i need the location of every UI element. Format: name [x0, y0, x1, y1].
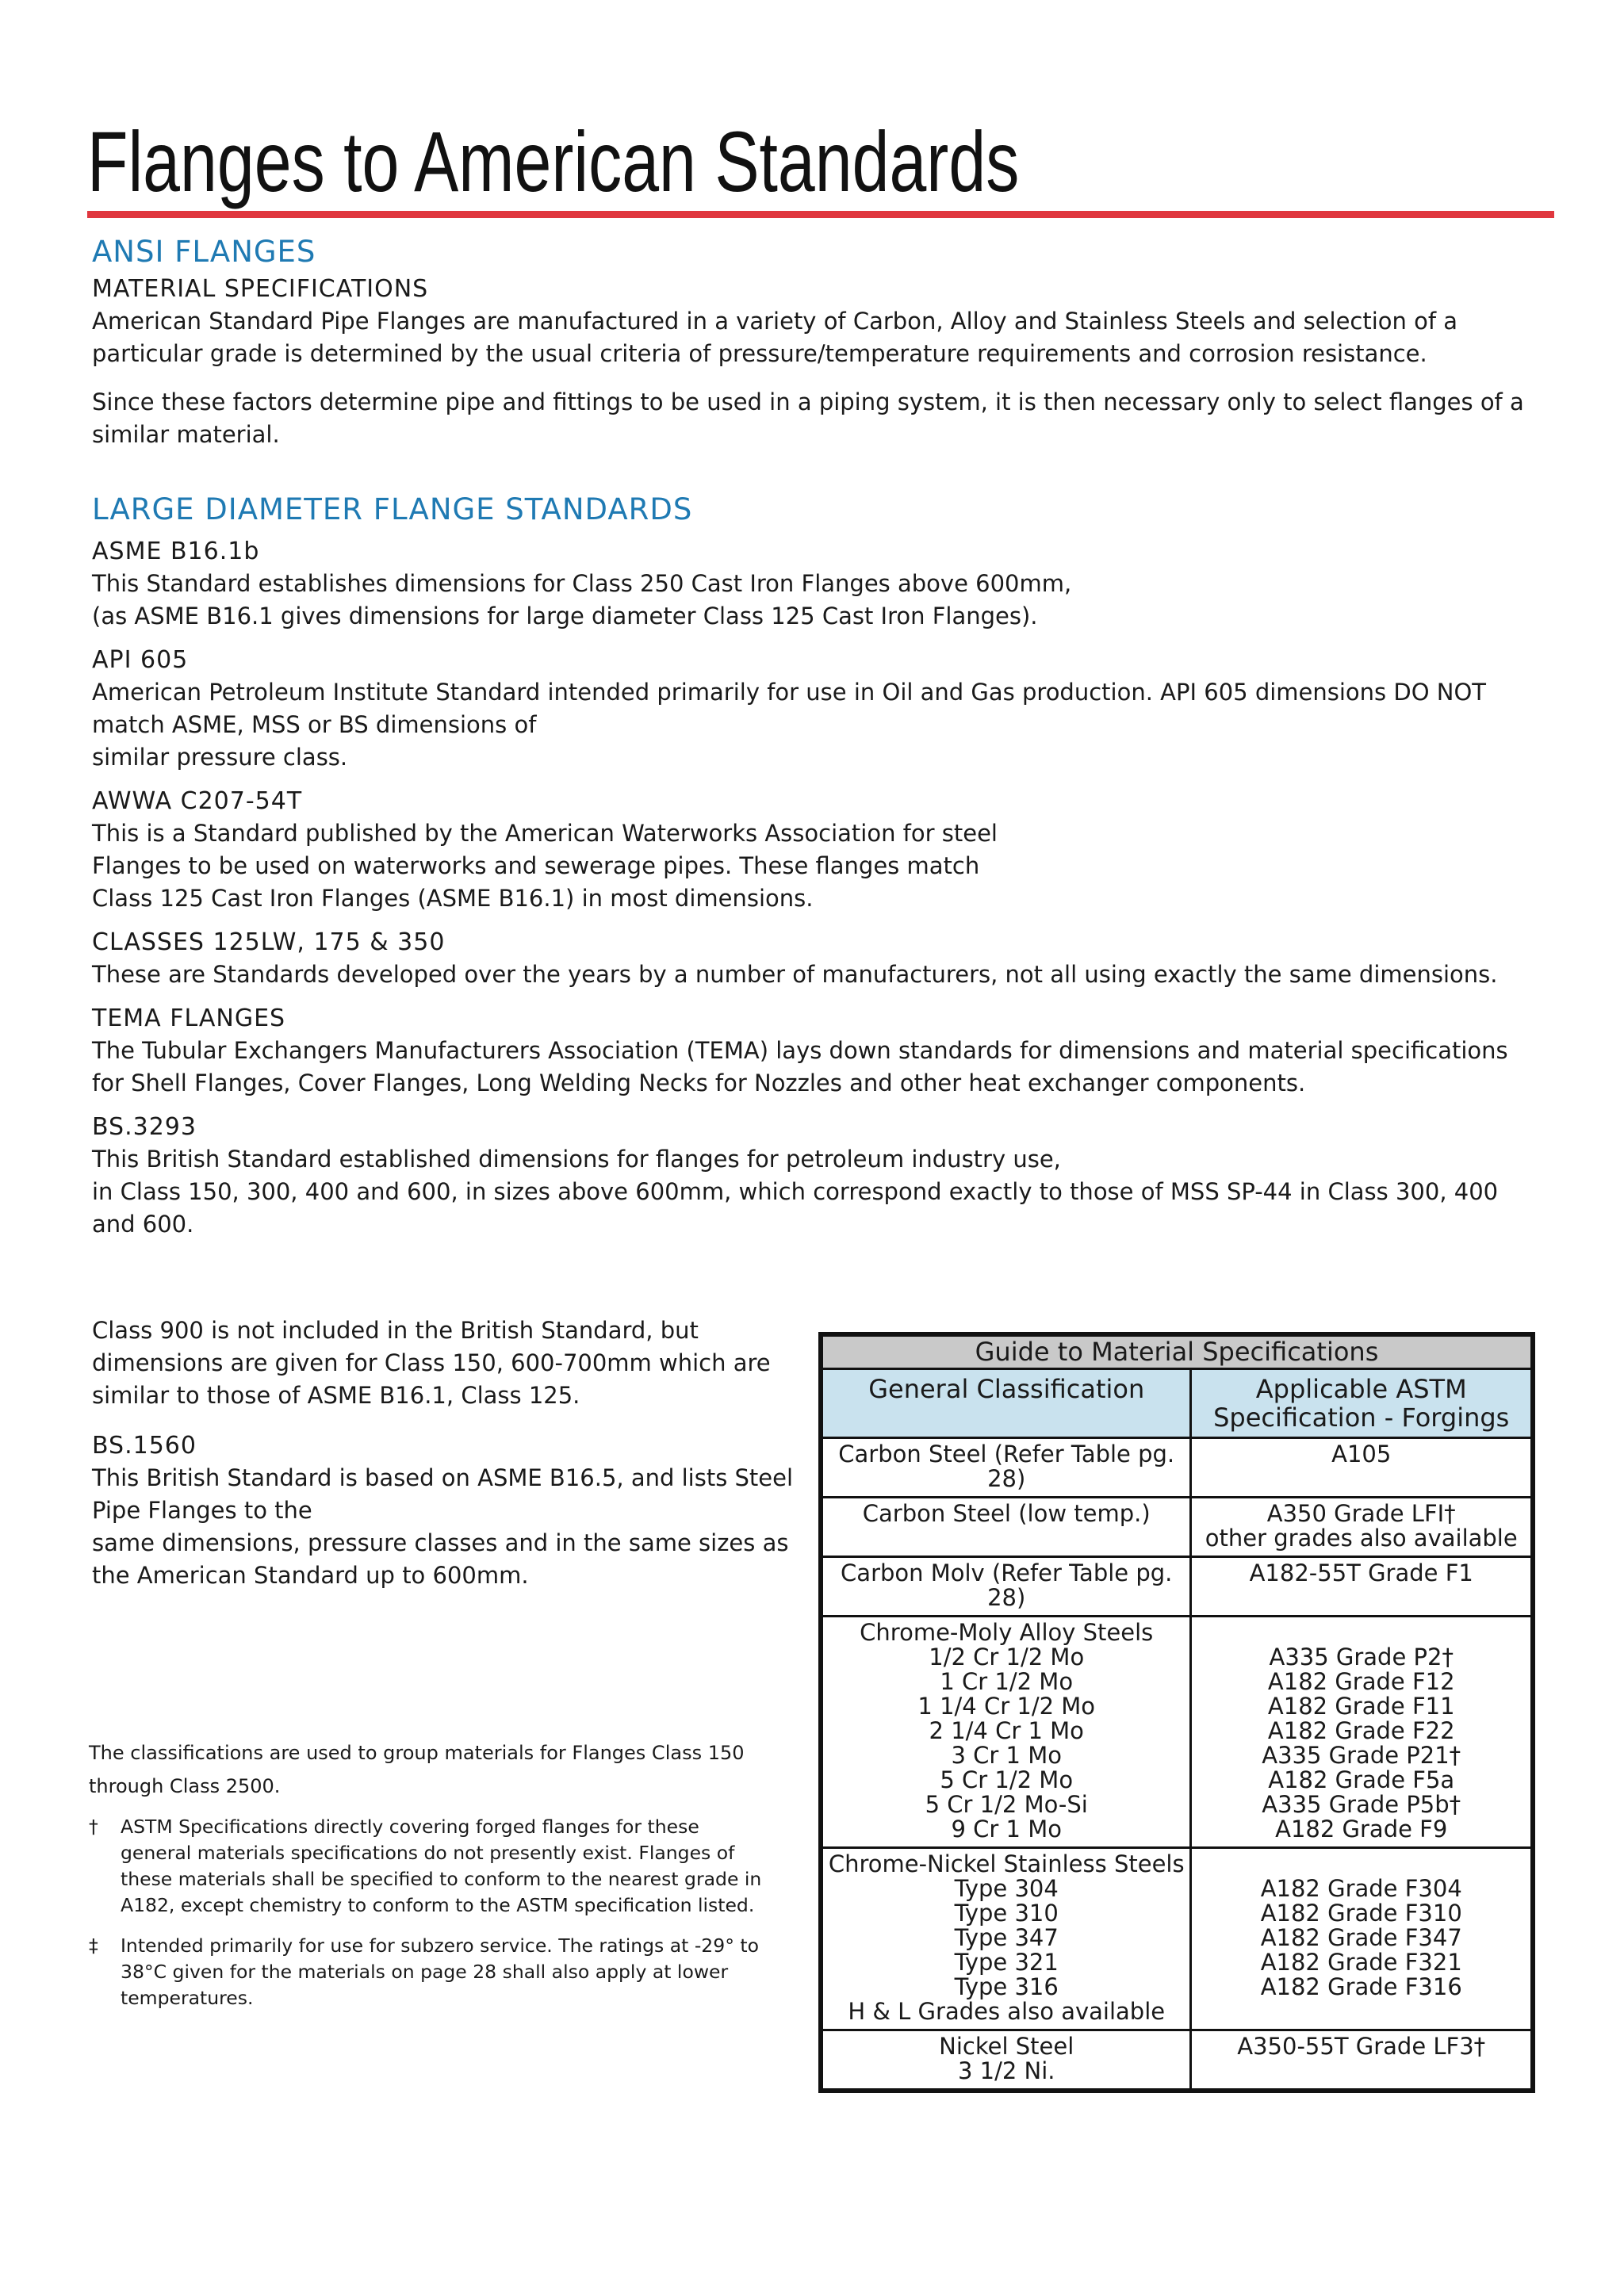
- cell-line: 9 Cr 1 Mo: [951, 1816, 1062, 1843]
- footnote-double-dagger: [89, 1933, 771, 2011]
- bs1560-line-2: same dimensions, pressure classes and in the same sizes as the American Standard up to 600mm.: [92, 1529, 789, 1589]
- column-header-astm-line-2: Specification - Forgings: [1213, 1402, 1510, 1433]
- classification-cell: [821, 1557, 1191, 1617]
- cell-line: A182 Grade F321: [1260, 1949, 1462, 1976]
- astm-spec-cell: [1191, 1617, 1533, 1848]
- asme-line-2: (as ASME B16.1 gives dimensions for large diameter Class 125 Cast Iron Flanges).: [92, 603, 1038, 629]
- cell-line: Type 304: [954, 1875, 1059, 1902]
- main-content: [92, 232, 1543, 1241]
- cell-line: other grades also available: [1205, 1525, 1518, 1552]
- cell-line: Carbon Molv (Refer Table pg. 28): [841, 1559, 1173, 1611]
- column-header-astm-line-1: Applicable ASTM: [1255, 1374, 1467, 1404]
- cell-line: 5 Cr 1/2 Mo: [940, 1766, 1074, 1793]
- table-body: [821, 1438, 1533, 2091]
- classes-line-1: These are Standards developed over the years by a number of manufacturers, not all using exactly the same dimensions.: [92, 961, 1498, 988]
- cell-line: A182 Grade F310: [1260, 1900, 1462, 1927]
- astm-spec-cell: [1191, 1557, 1533, 1617]
- cell-line: A182 Grade F304: [1260, 1875, 1462, 1902]
- title-underline: [87, 211, 1554, 218]
- astm-spec-cell: [1191, 2030, 1533, 2091]
- cell-line: A335 Grade P5b†: [1262, 1791, 1461, 1818]
- cell-line: Type 310: [954, 1900, 1059, 1927]
- cell-line: 5 Cr 1/2 Mo-Si: [925, 1791, 1088, 1818]
- material-spec-table: [818, 1332, 1535, 2093]
- cell-line: Chrome-Moly Alloy Steels: [860, 1619, 1154, 1646]
- material-spec-heading: MATERIAL SPECIFICATIONS: [92, 275, 429, 303]
- ansi-heading: ANSI FLANGES: [92, 235, 316, 269]
- cell-line: 3 1/2 Ni.: [957, 2057, 1055, 2084]
- column-header-astm: [1191, 1369, 1533, 1438]
- double-dagger-symbol: ‡: [89, 1934, 98, 1957]
- api-line-1: American Petroleum Institute Standard intended primarily for use in Oil and Gas production. API 605 dimensions DO NOT match ASME, MSS or BS dimensions of: [92, 679, 1486, 738]
- cell-line: Type 316: [954, 1973, 1059, 2000]
- astm-spec-cell: [1191, 1498, 1533, 1557]
- api-title: API 605: [92, 646, 189, 674]
- cell-line: Chrome-Nickel Stainless Steels: [828, 1850, 1185, 1877]
- tema-title: TEMA FLANGES: [92, 1004, 286, 1032]
- cell-line: A182 Grade F12: [1267, 1668, 1455, 1695]
- large-diameter-heading: LARGE DIAMETER FLANGE STANDARDS: [92, 492, 693, 526]
- dagger-symbol: †: [89, 1816, 98, 1838]
- bs1560-line-1: This British Standard is based on ASME B16.5, and lists Steel Pipe Flanges to the: [92, 1464, 794, 1524]
- bs3293-line-1: This British Standard established dimensions for flanges for petroleum industry use,: [92, 1146, 1061, 1173]
- cell-line: A182 Grade F347: [1260, 1924, 1462, 1951]
- cell-line: 1 Cr 1/2 Mo: [940, 1668, 1074, 1695]
- column-header-classification: General Classification: [821, 1369, 1191, 1438]
- table-row: [821, 2030, 1533, 2091]
- cell-line: 1/2 Cr 1/2 Mo: [929, 1644, 1085, 1670]
- classification-cell: [821, 1848, 1191, 2030]
- cell-line: Carbon Steel (Refer Table pg. 28): [838, 1441, 1175, 1492]
- cell-line: A105: [1331, 1441, 1392, 1468]
- classification-cell: [821, 1438, 1191, 1498]
- bs3293-paragraph-2: Class 900 is not included in the British Standard, but dimensions are given for Class 150, 600-700mm which are similar to those of ASME B16.1, Class 125.: [92, 1317, 771, 1409]
- cell-line: Carbon Steel (low temp.): [862, 1500, 1151, 1527]
- awwa-line-1: This is a Standard published by the American Waterworks Association for steel: [92, 820, 998, 847]
- ansi-paragraph-1: American Standard Pipe Flanges are manufactured in a variety of Carbon, Alloy and Stainless Steels and selection of a particular grade is determined by the usual criteria of pressure/temperature requirements and corrosion resistance.: [92, 308, 1458, 367]
- cell-line: [1197, 1852, 1526, 1877]
- api-line-2: similar pressure class.: [92, 744, 348, 771]
- tema-line-1: The Tubular Exchangers Manufacturers Association (TEMA) lays down standards for dimensions and material specifications for Shell Flanges, Cover Flanges, Long Welding Necks for Nozzles and other heat exchanger components.: [92, 1037, 1508, 1096]
- cell-line: Nickel Steel: [939, 2033, 1074, 2060]
- cell-line: A350 Grade LFI†: [1266, 1500, 1456, 1527]
- asme-title: ASME B16.1b: [92, 538, 260, 565]
- astm-spec-cell: [1191, 1848, 1533, 2030]
- classification-cell: [821, 2030, 1191, 2091]
- cell-line: Type 321: [954, 1949, 1059, 1976]
- cell-line: A182 Grade F5a: [1268, 1766, 1455, 1793]
- footnotes: [89, 1736, 771, 2011]
- cell-line: A182-55T Grade F1: [1249, 1559, 1473, 1586]
- awwa-title: AWWA C207-54T: [92, 787, 303, 815]
- table-caption: Guide to Material Specifications: [821, 1334, 1533, 1369]
- bs3293-line-2: in Class 150, 300, 400 and 600, in sizes above 600mm, which correspond exactly to those of MSS SP-44 in Class 300, 400 and 600.: [92, 1178, 1499, 1238]
- cell-line: 3 Cr 1 Mo: [951, 1742, 1062, 1769]
- cell-line: A182 Grade F316: [1260, 1973, 1462, 2000]
- lower-left-text: [92, 1314, 806, 1592]
- table-row: [821, 1438, 1533, 1498]
- cell-line: A182 Grade F22: [1267, 1717, 1455, 1744]
- table-row: [821, 1848, 1533, 2030]
- footnote-double-dagger-text: Intended primarily for use for subzero service. The ratings at -29° to 38°C given for the materials on page 28 shall also apply at lower temperatures.: [121, 1934, 760, 2009]
- bs1560-title: BS.1560: [92, 1432, 197, 1460]
- awwa-line-3: Class 125 Cast Iron Flanges (ASME B16.1) in most dimensions.: [92, 885, 814, 912]
- cell-line: A182 Grade F11: [1267, 1693, 1455, 1720]
- cell-line: [1197, 1621, 1526, 1645]
- cell-line: Type 347: [954, 1924, 1059, 1951]
- asme-line-1: This Standard establishes dimensions for Class 250 Cast Iron Flanges above 600mm,: [92, 570, 1072, 597]
- cell-line: 2 1/4 Cr 1 Mo: [929, 1717, 1084, 1744]
- page-title: Flanges to American Standards: [87, 113, 1020, 209]
- bs3293-title: BS.3293: [92, 1113, 197, 1141]
- table-row: [821, 1557, 1533, 1617]
- classes-title: CLASSES 125LW, 175 & 350: [92, 928, 446, 956]
- cell-line: A335 Grade P21†: [1262, 1742, 1461, 1769]
- classification-cell: [821, 1498, 1191, 1557]
- table-row: [821, 1617, 1533, 1848]
- cell-line: A182 Grade F9: [1275, 1816, 1448, 1843]
- classification-note: The classifications are used to group materials for Flanges Class 150 through Class 2500.: [89, 1742, 745, 1797]
- footnote-dagger-text: ASTM Specifications directly covering forged flanges for these general materials specifications do not presently exist. Flanges of these materials shall be specified to conform to the nearest grade in A182, except chemistry to conform to the ASTM specification listed.: [121, 1816, 762, 1916]
- awwa-line-2: Flanges to be used on waterworks and sewerage pipes. These flanges match: [92, 852, 980, 879]
- classification-cell: [821, 1617, 1191, 1848]
- ansi-paragraph-2: Since these factors determine pipe and fittings to be used in a piping system, it is then necessary only to select flanges of a similar material.: [92, 388, 1524, 448]
- cell-line: 1 1/4 Cr 1/2 Mo: [917, 1693, 1096, 1720]
- footnote-dagger: [89, 1814, 771, 1919]
- table-row: [821, 1498, 1533, 1557]
- cell-line: A350-55T Grade LF3†: [1237, 2033, 1486, 2060]
- astm-spec-cell: [1191, 1438, 1533, 1498]
- cell-line: A335 Grade P2†: [1269, 1644, 1454, 1670]
- cell-line: H & L Grades also available: [848, 1998, 1166, 2025]
